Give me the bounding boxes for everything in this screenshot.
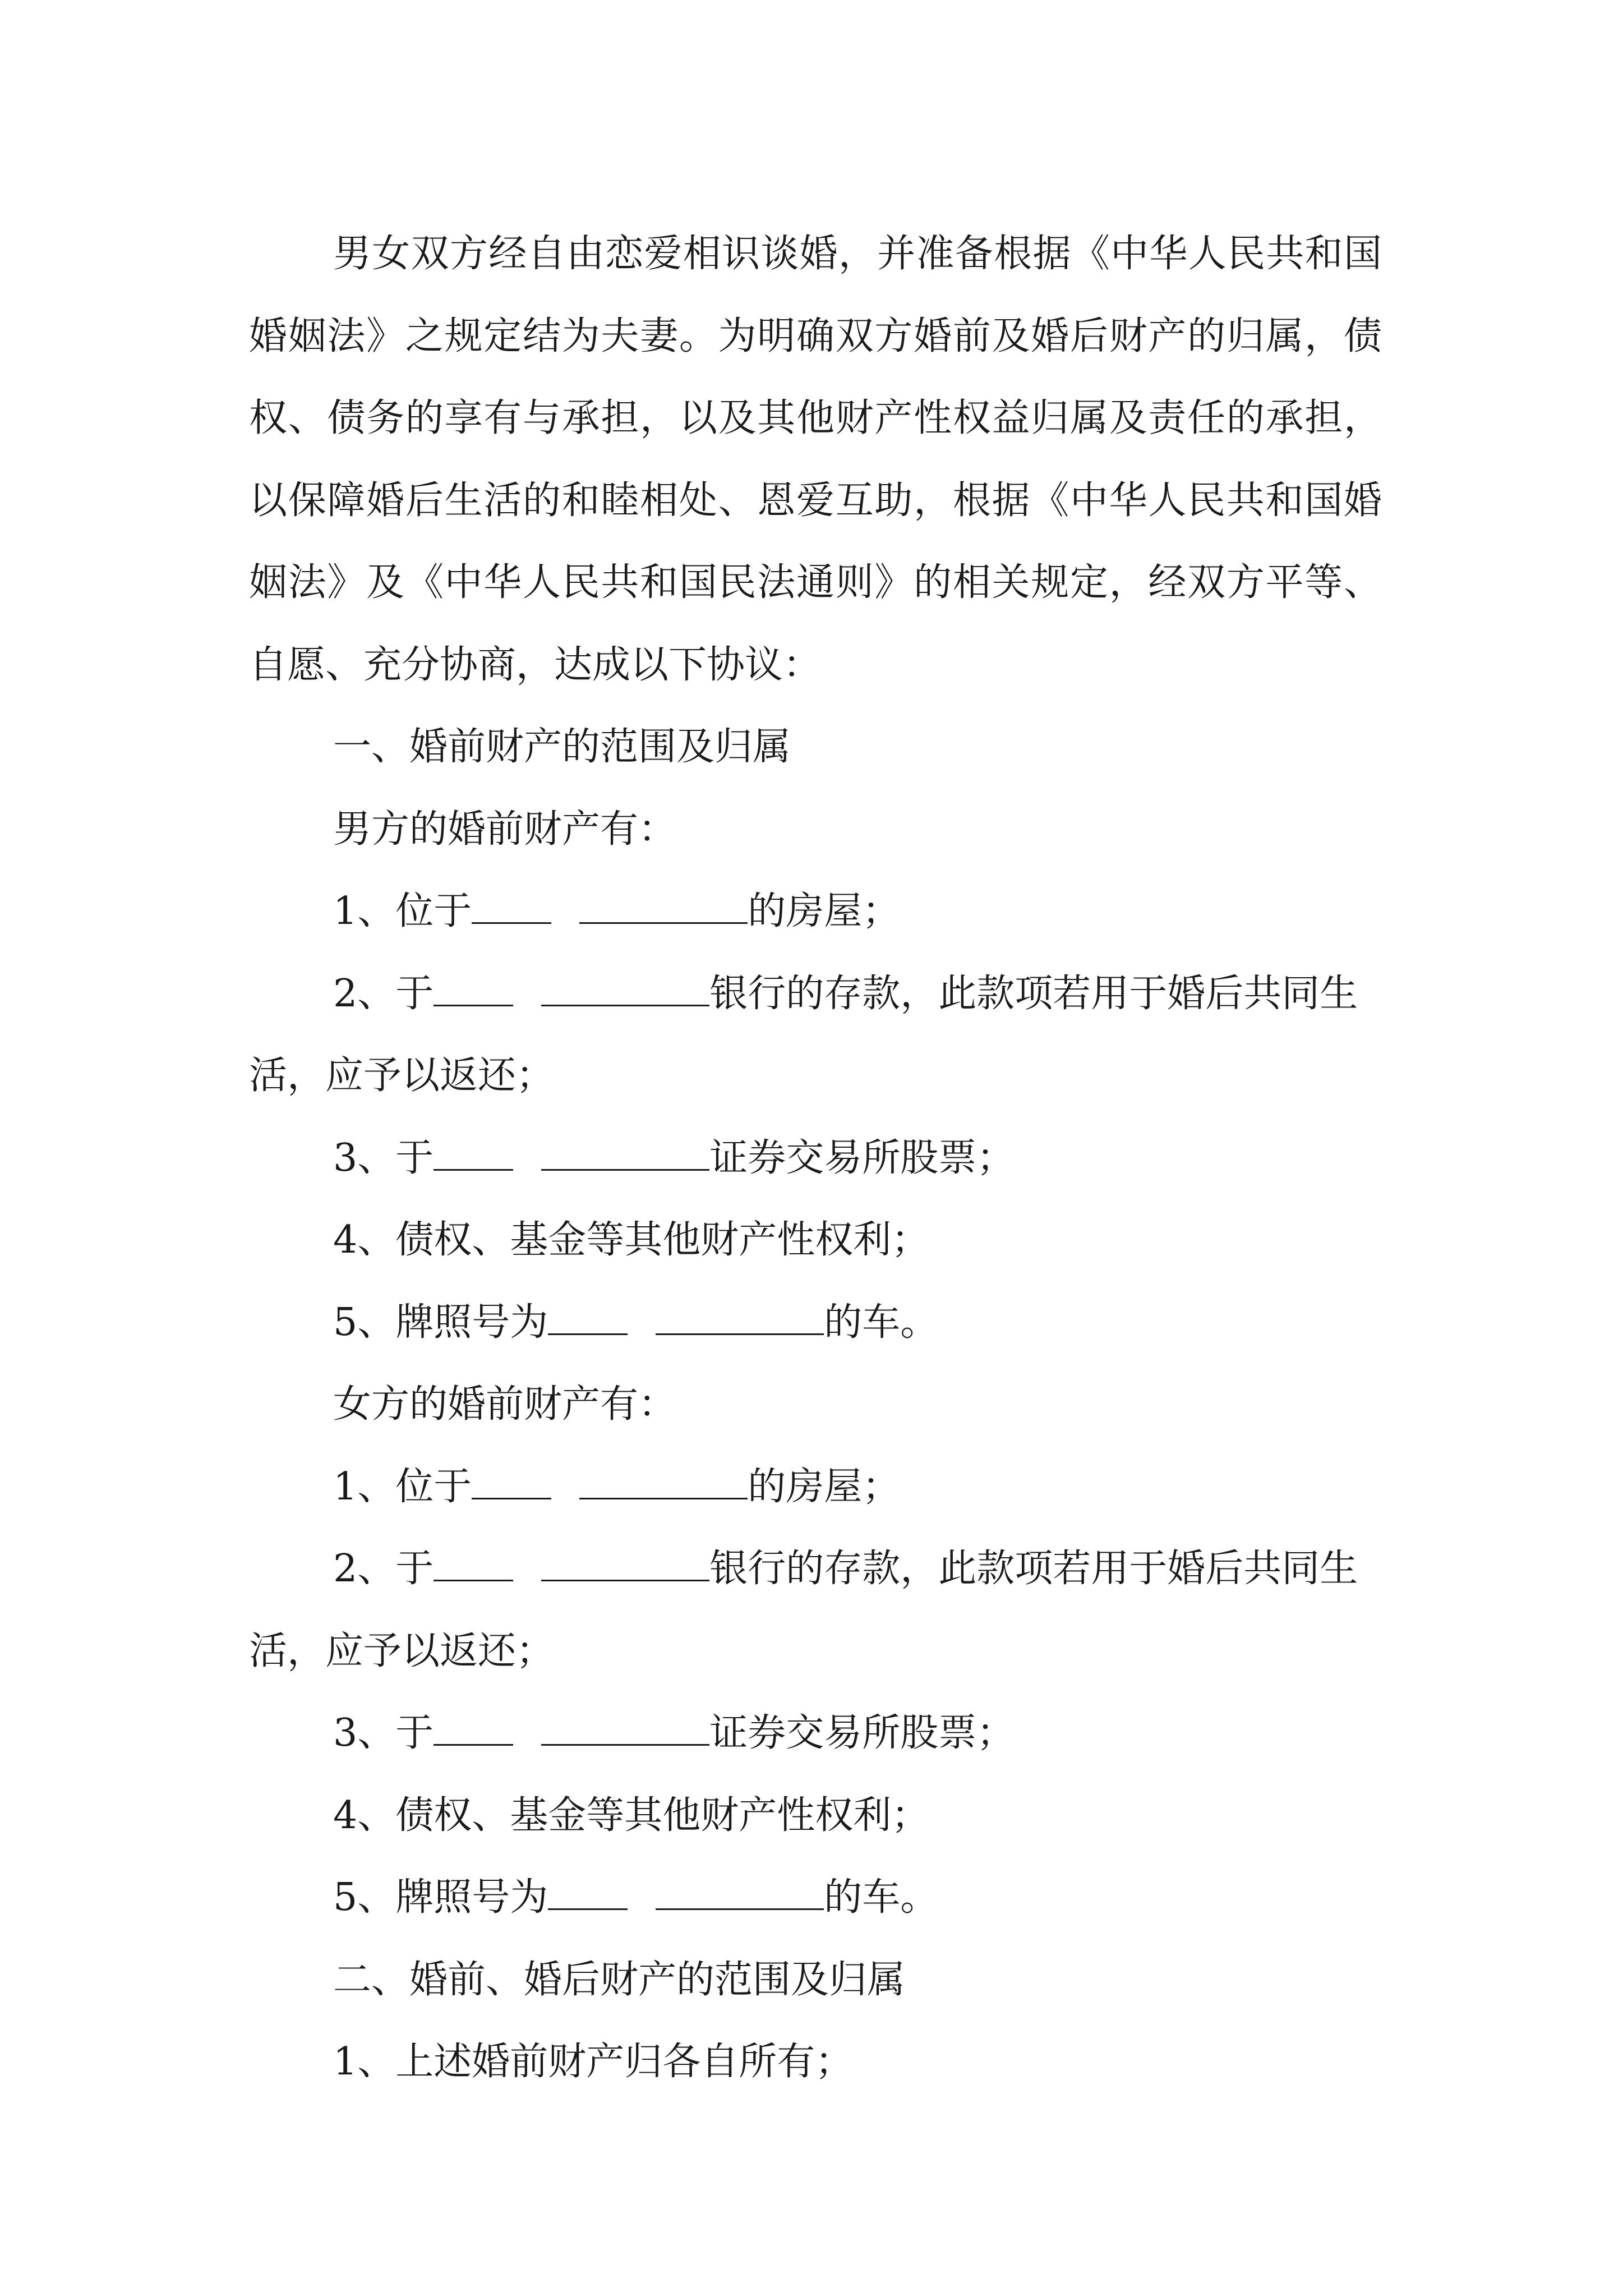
female-item-3-suffix: 证券交易所股票；: [709, 1711, 1015, 1755]
male-item-2-prefix: 2、于: [333, 971, 434, 1016]
section2-heading: 二、婚前、婚后财产的范围及归属: [333, 1957, 906, 2002]
male-item-4: 4、债权、基金等其他财产性权利；: [333, 1218, 930, 1262]
male-item-5-prefix: 5、牌照号为: [333, 1300, 548, 1345]
male-item-1-suffix: 的房屋；: [748, 889, 901, 933]
female-item-5-suffix: 的车。: [824, 1875, 939, 1920]
female-item-3: [249, 1692, 1382, 1775]
female-item-5-prefix: 5、牌照号为: [333, 1875, 548, 1920]
blank-field[interactable]: [548, 1871, 628, 1910]
female-item-1-suffix: 的房屋；: [748, 1464, 901, 1509]
section1-heading: 一、婚前财产的范围及归属: [333, 725, 791, 769]
blank-field[interactable]: [579, 885, 748, 924]
male-item-1: [249, 871, 1382, 953]
agreement-body: [249, 213, 1382, 2104]
male-item-1-prefix: 1、位于: [333, 889, 472, 933]
blank-field[interactable]: [434, 1543, 513, 1581]
blank-field[interactable]: [579, 1461, 748, 1499]
female-item-1: [249, 1446, 1382, 1529]
blank-field[interactable]: [472, 885, 551, 924]
male-property-heading: 男方的婚前财产有：: [333, 807, 677, 852]
blank-field[interactable]: [656, 1296, 824, 1335]
blank-field[interactable]: [541, 1132, 709, 1171]
male-item-3-suffix: 证券交易所股票；: [709, 1135, 1015, 1180]
female-item-1-prefix: 1、位于: [333, 1464, 472, 1509]
blank-field[interactable]: [541, 1707, 709, 1746]
blank-field[interactable]: [472, 1461, 551, 1499]
intro-paragraph: 男女双方经自由恋爱相识谈婚，并准备根据《中华人民共和国婚姻法》之规定结为夫妻。为明确双方婚前及婚后财产的归属，债权、债务的享有与承担，以及其他财产性权益归属及责任的承担，以保障婚后生活的和睦相处、恩爱互助，根据《中华人民共和国婚姻法》及《中华人民共和国民法通则》的相关规定，经双方平等、自愿、充分协商，达成以下协议：: [249, 232, 1382, 687]
section2-item-1: 1、上述婚前财产归各自所有；: [333, 2040, 854, 2084]
blank-field[interactable]: [434, 1132, 513, 1171]
female-item-3-prefix: 3、于: [333, 1711, 434, 1755]
male-item-2: [249, 953, 1382, 1117]
blank-field[interactable]: [541, 1543, 709, 1581]
blank-field[interactable]: [656, 1871, 824, 1910]
female-item-2-prefix: 2、于: [333, 1547, 434, 1591]
female-item-5: [249, 1857, 1382, 1939]
blank-field[interactable]: [434, 968, 513, 1006]
blank-field[interactable]: [541, 968, 709, 1006]
female-item-2-suffix: 银行的存款，此款项若用于婚后共同生活，应予以返还；: [249, 1547, 1358, 1673]
female-item-4: 4、债权、基金等其他财产性权利；: [333, 1793, 930, 1838]
male-item-3-prefix: 3、于: [333, 1135, 434, 1180]
female-property-heading: 女方的婚前财产有：: [333, 1382, 677, 1427]
blank-field[interactable]: [434, 1707, 513, 1746]
female-item-2: [249, 1528, 1382, 1692]
male-item-5: [249, 1282, 1382, 1364]
male-item-5-suffix: 的车。: [824, 1300, 939, 1345]
male-item-3: [249, 1117, 1382, 1200]
male-item-2-suffix: 银行的存款，此款项若用于婚后共同生活，应予以返还；: [249, 971, 1358, 1098]
blank-field[interactable]: [548, 1296, 628, 1335]
